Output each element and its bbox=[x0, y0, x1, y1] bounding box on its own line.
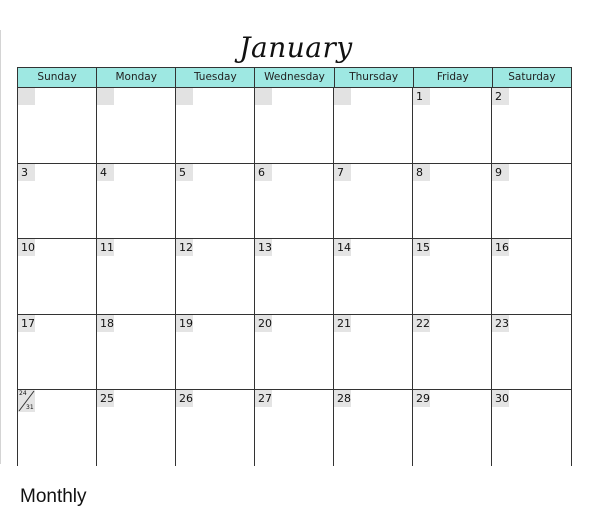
day-cell[interactable] bbox=[176, 315, 255, 391]
day-cell[interactable] bbox=[176, 164, 255, 240]
day-number: 23 bbox=[492, 315, 509, 332]
day-number: 25 bbox=[97, 390, 114, 407]
day-cell[interactable] bbox=[492, 88, 571, 164]
day-number: 4 bbox=[97, 164, 114, 181]
weekday-saturday: Saturday bbox=[508, 71, 556, 83]
day-number: 15 bbox=[413, 239, 430, 256]
day-cell[interactable] bbox=[176, 239, 255, 315]
day-cell[interactable] bbox=[18, 88, 97, 164]
weekday-thursday: Thursday bbox=[335, 68, 414, 87]
day-cell[interactable] bbox=[18, 315, 97, 391]
day-number: 27 bbox=[255, 390, 272, 407]
day-cell[interactable] bbox=[492, 315, 571, 391]
weekday-wednesday: Wednesday bbox=[255, 68, 334, 87]
day-number: 17 bbox=[18, 315, 35, 332]
day-number: 9 bbox=[492, 164, 509, 181]
day-number: 18 bbox=[97, 315, 114, 332]
day-number: 29 bbox=[413, 390, 430, 407]
day-number: 22 bbox=[413, 315, 430, 332]
day-cell[interactable] bbox=[176, 390, 255, 466]
day-cell[interactable] bbox=[413, 239, 492, 315]
day-cell[interactable] bbox=[176, 88, 255, 164]
day-cell[interactable] bbox=[413, 390, 492, 466]
day-number: 8 bbox=[413, 164, 430, 181]
day-cell[interactable] bbox=[97, 239, 176, 315]
day-cell[interactable] bbox=[492, 239, 571, 315]
day-number: 28 bbox=[334, 390, 351, 407]
day-cell[interactable] bbox=[97, 164, 176, 240]
day-number-empty bbox=[18, 88, 35, 105]
page-edge-rule bbox=[0, 30, 1, 464]
day-cell-split[interactable] bbox=[18, 390, 97, 466]
day-number: 30 bbox=[492, 390, 509, 407]
day-number: 3 bbox=[18, 164, 35, 181]
day-number: 20 bbox=[255, 315, 272, 332]
day-cell[interactable] bbox=[97, 390, 176, 466]
calendar-grid bbox=[17, 67, 572, 467]
day-cell[interactable] bbox=[255, 164, 334, 240]
day-number: 6 bbox=[255, 164, 272, 181]
day-number: 5 bbox=[176, 164, 193, 181]
month-title: January bbox=[239, 31, 353, 64]
day-cell[interactable] bbox=[334, 88, 413, 164]
day-number: 11 bbox=[97, 239, 114, 256]
weekday-header-row bbox=[17, 67, 572, 88]
day-cell[interactable] bbox=[492, 390, 571, 466]
day-cell[interactable] bbox=[255, 88, 334, 164]
day-number: 2 bbox=[492, 88, 509, 105]
day-cell[interactable] bbox=[255, 315, 334, 391]
day-number-empty bbox=[176, 88, 193, 105]
weekday-tuesday: Tuesday bbox=[176, 68, 255, 87]
day-cell[interactable] bbox=[334, 315, 413, 391]
caption-label: Monthly bbox=[20, 486, 87, 507]
split-day-number bbox=[18, 390, 35, 412]
day-cell[interactable] bbox=[97, 88, 176, 164]
day-cell[interactable] bbox=[334, 164, 413, 240]
weekday-sunday: Sunday bbox=[18, 68, 97, 87]
day-cell[interactable] bbox=[97, 315, 176, 391]
day-number: 10 bbox=[18, 239, 35, 256]
day-number: 13 bbox=[255, 239, 272, 256]
day-number: 7 bbox=[334, 164, 351, 181]
day-cell[interactable] bbox=[413, 164, 492, 240]
day-number: 14 bbox=[334, 239, 351, 256]
day-number-empty bbox=[97, 88, 114, 105]
day-number-empty bbox=[255, 88, 272, 105]
day-grid bbox=[17, 88, 572, 466]
day-number: 26 bbox=[176, 390, 193, 407]
split-day-bottom: 31 bbox=[26, 404, 34, 411]
weekday-friday: Friday bbox=[414, 68, 493, 87]
day-number: 12 bbox=[176, 239, 193, 256]
day-cell[interactable] bbox=[413, 315, 492, 391]
day-cell[interactable] bbox=[255, 239, 334, 315]
day-cell[interactable] bbox=[255, 390, 334, 466]
day-number: 21 bbox=[334, 315, 351, 332]
day-cell[interactable] bbox=[334, 390, 413, 466]
day-cell[interactable] bbox=[334, 239, 413, 315]
day-cell[interactable] bbox=[18, 164, 97, 240]
day-number: 19 bbox=[176, 315, 193, 332]
weekday-monday: Monday bbox=[97, 68, 176, 87]
day-cell[interactable] bbox=[18, 239, 97, 315]
day-number: 1 bbox=[413, 88, 430, 105]
split-day-top: 24 bbox=[19, 390, 27, 397]
day-cell[interactable] bbox=[413, 88, 492, 164]
day-cell[interactable] bbox=[492, 164, 571, 240]
day-number-empty bbox=[334, 88, 351, 105]
day-number: 16 bbox=[492, 239, 509, 256]
